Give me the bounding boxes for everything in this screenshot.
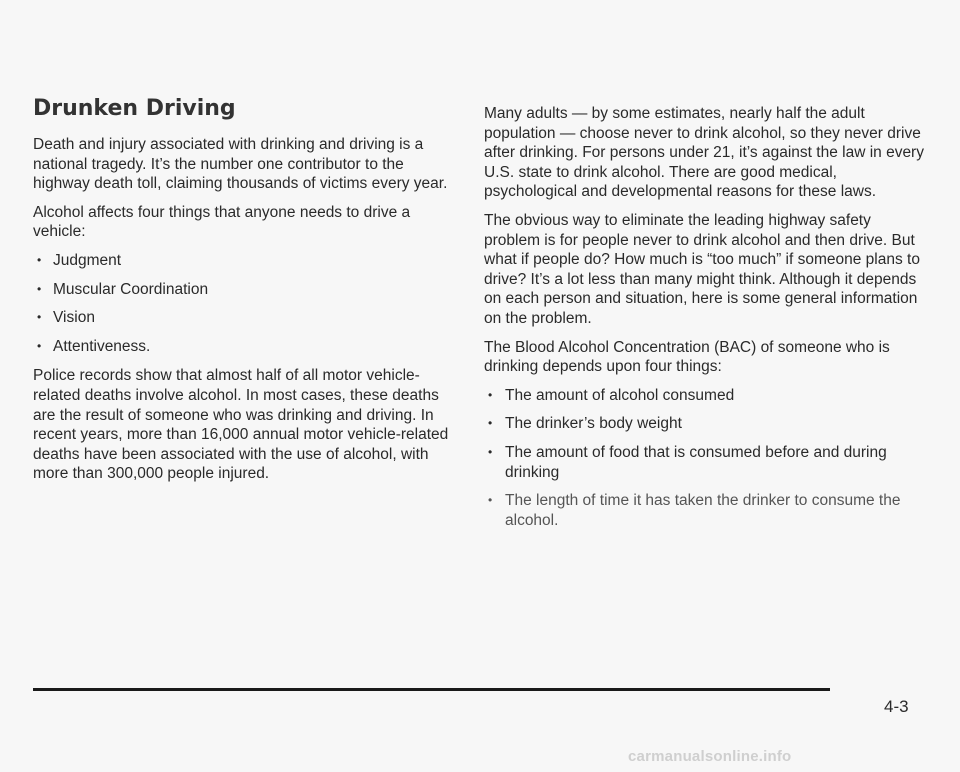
bullet-icon: • [488, 416, 493, 431]
right-paragraph-1: Many adults — by some estimates, nearly half the adult population — choose never to drink alcohol, so they never drive after drinking. For persons under 21, it’s against the law in every U.S. state to drink alcohol. There are good medical, psychological and developmental reasons for these laws. [484, 105, 924, 201]
left-column [33, 96, 453, 493]
right-column [484, 104, 924, 540]
bullet-icon: • [488, 444, 493, 459]
right-paragraph-2: The obvious way to eliminate the leading highway safety problem is for people never to drink alcohol and then drive. But what if people do? How much is “too much” if someone plans to drive? It’s a lot less than many might think. Although it depends on each person and situation, here is some general information on the problem. [484, 211, 920, 327]
list-item: • The amount of food that is consumed before and during drinking [488, 443, 887, 481]
left-paragraph-2: Alcohol affects four things that anyone needs to drive a vehicle: [33, 203, 411, 241]
bullet-icon: • [37, 252, 42, 267]
section-heading: Drunken Driving [33, 96, 236, 121]
list-item: • The length of time it has taken the drinker to consume the alcohol. [488, 492, 901, 529]
page-number: 4-3 [884, 697, 909, 716]
bullet-icon: • [488, 387, 493, 402]
left-paragraph-1: Death and injury associated with drinking and driving is a national tragedy. It’s the number one contributor to the highway death toll, claiming thousands of victims every year. [33, 136, 448, 193]
bullet-icon: • [37, 281, 42, 296]
list-item: • The drinker’s body weight [488, 415, 682, 433]
list-item: • The amount of alcohol consumed [488, 386, 735, 404]
bullet-icon: • [37, 310, 42, 325]
alcohol-effects-list [33, 251, 453, 356]
right-paragraph-3: The Blood Alcohol Concentration (BAC) of someone who is drinking depends upon four things: [484, 338, 890, 376]
list-item: • Attentiveness. [37, 337, 151, 355]
footer-rule [33, 688, 830, 691]
list-item: • Vision [37, 309, 95, 327]
list-item: • Judgment [37, 251, 122, 269]
bullet-icon: • [488, 493, 493, 508]
list-item: • Muscular Coordination [37, 280, 209, 298]
bullet-icon: • [37, 338, 42, 353]
bac-factors-list [484, 386, 924, 531]
left-paragraph-3: Police records show that almost half of all motor vehicle-related deaths involve alcohol. In most cases, these deaths are the result of someone who was drinking and driving. In recent years, more than 16,000 annual motor vehicle-related deaths have been associated with the use of alcohol, with more than 300,000 people injured. [33, 367, 449, 483]
watermark: carmanualsonline.info [628, 748, 792, 765]
